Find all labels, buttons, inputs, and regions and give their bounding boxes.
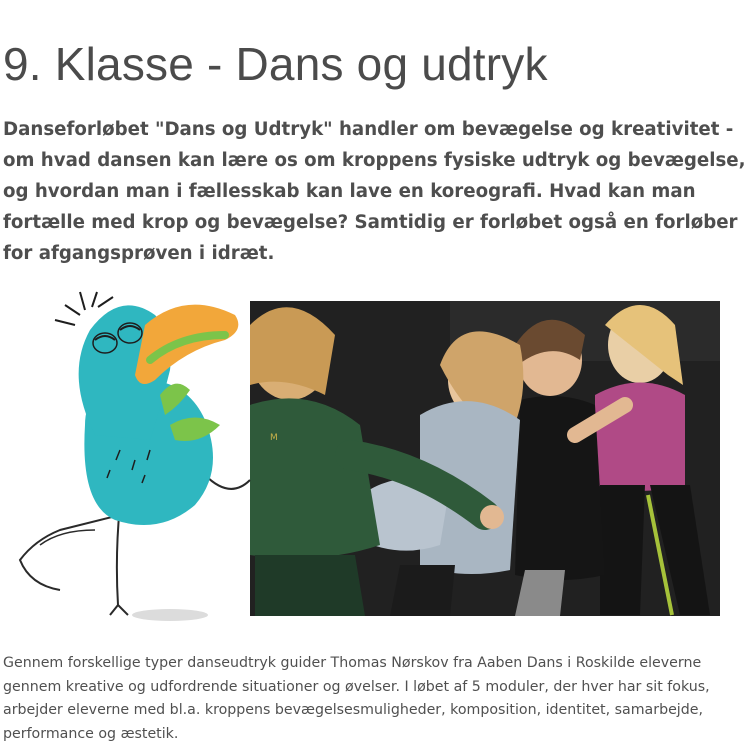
dance-illustration	[0, 285, 753, 625]
lead-paragraph: Danseforløbet "Dans og Udtryk" handler om bevægelse og kreativitet - om hvad dansen kan lære os om kroppens fysiske udtryk og bevægelse, og hvordan man i fællesskab kan lave en koreografi. Hvad kan man fortælle med krop og bevægelse? Samtidig er forløbet også en forløber for afgangsprøven i idræt.	[3, 119, 746, 264]
dancing-students-photo	[250, 301, 720, 616]
svg-text:M: M	[270, 433, 278, 443]
body-paragraph: Gennem forskellige typer danseudtryk guider Thomas Nørskov fra Aaben Dans i Roskilde eleverne gennem kreative og udfordrende situationer og øvelser. I løbet af 5 moduler, der hver har sit fokus, arbejder eleverne med bl.a. kroppens bevægelsesmuligheder, komposition, identitet, samarbejde, performance og æstetik.	[3, 655, 710, 742]
dodo-bird-mascot	[20, 292, 250, 621]
page-title: 9. Klasse - Dans og udtryk	[3, 38, 548, 90]
